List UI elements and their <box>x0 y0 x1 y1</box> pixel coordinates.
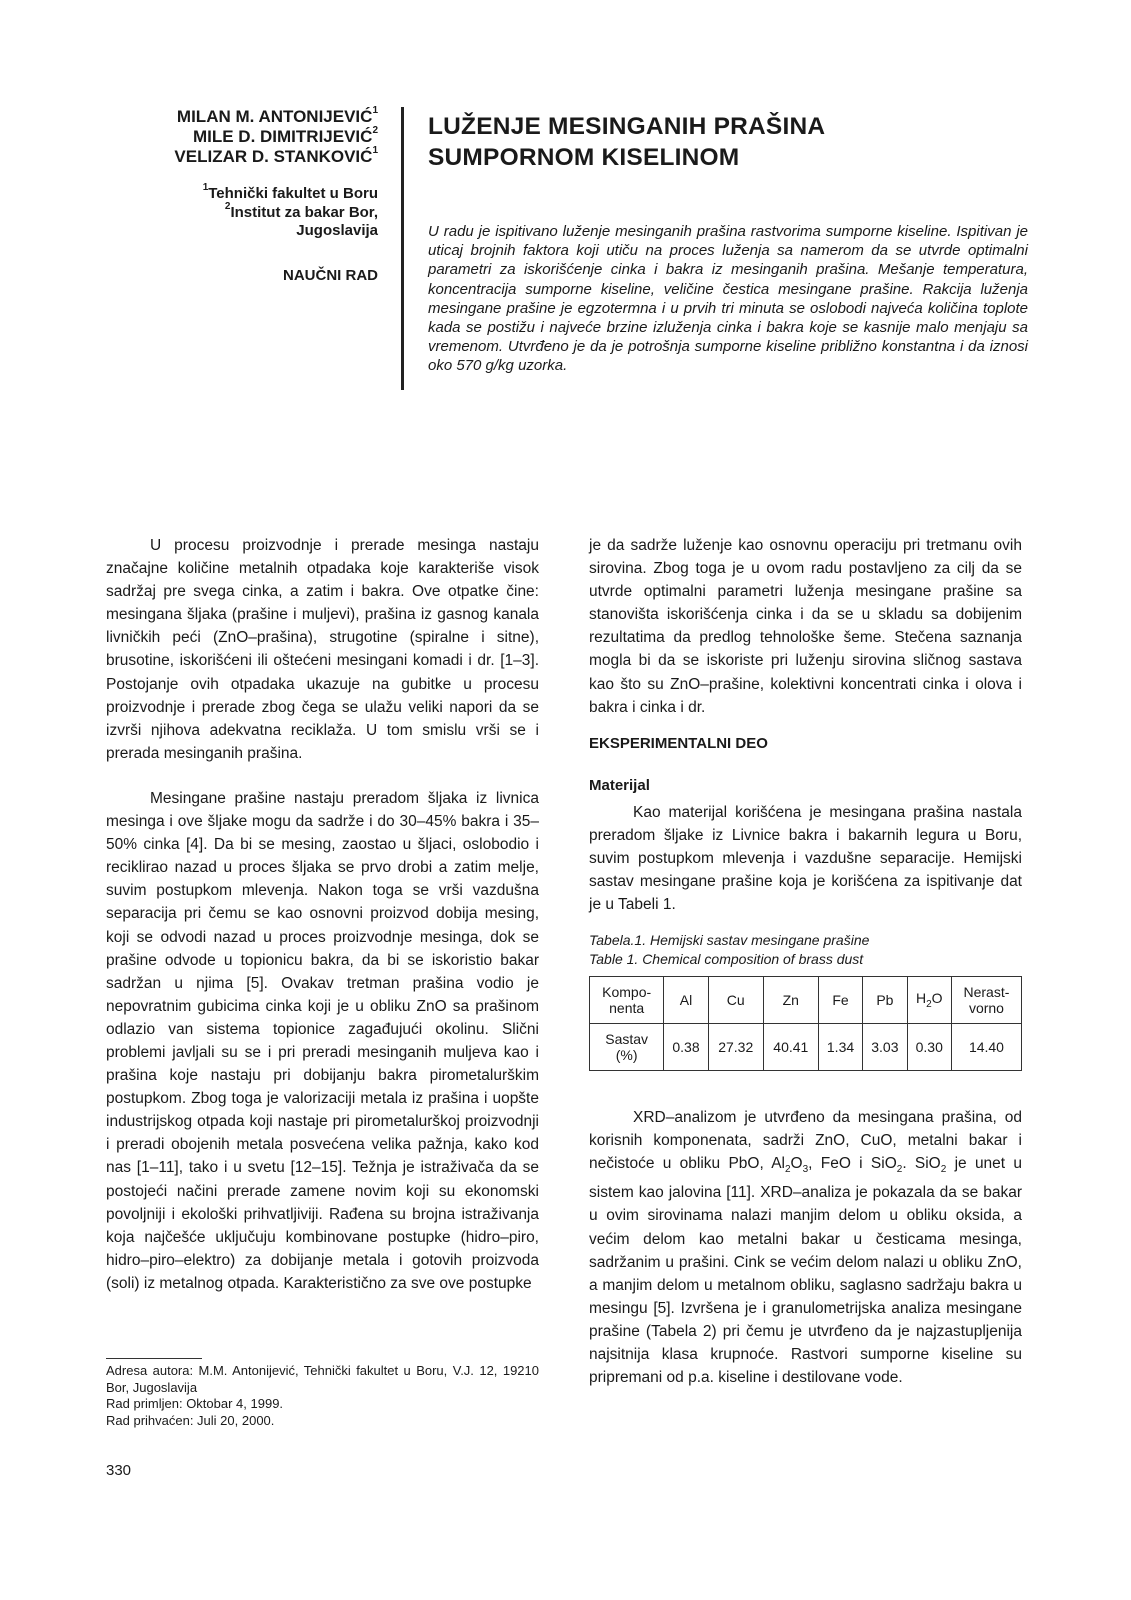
affiliation: $^2$Institut za bakar Bor, <box>224 200 378 221</box>
table-header-cell: Kompo- nenta <box>590 977 664 1024</box>
body-paragraph: XRD–analizom je utvrđeno da mesingana prašina, od korisnih komponenata, sadrži ZnO, CuO, metalni bakar i nečistoće u obliku PbO, $Al_2O_3$, FeO i SiO$_2$. SiO$_2$ je unet u sistem kao jalovina [11]. XRD–analiza je pokazala da se bakar u ovim sirovinama nalazi manjim delom u obliku oksida, a većim delom kao metalni bakar u česticama mesinga, sadržanim u prašini. Cink se većim delom nalazi u obliku ZnO, a manjim delom u metalnom obliku, saglasno sadržaju bakra u mesingu [5]. Izvršena je i granulometrijska analiza mesingane prašine (Tabela 2) pri čemu je utvrđeno da je najzastupljenija najsitnija klasa krupnoće. Rastvori sumporne kiseline su pripremani od p.a. kiseline i destilovane vode. <box>589 1109 1023 1387</box>
left-column <box>106 534 539 1295</box>
table-header-cell: $H_2O$ <box>907 977 951 1024</box>
table-cell: 0.30 <box>907 1024 951 1071</box>
table-header-cell: Nerast- vorno <box>951 977 1021 1024</box>
table-header-cell: Pb <box>863 977 907 1024</box>
table-cell: 14.40 <box>951 1024 1021 1071</box>
received-date: Rad primljen: Oktobar 4, 1999. <box>106 1396 284 1411</box>
footnote-rule <box>106 1358 202 1359</box>
section-heading: EKSPERIMENTALNI DEO <box>589 735 768 752</box>
author-name: MILAN M. ANTONIJEVIĆ$^1$ <box>176 105 378 126</box>
table-cell: 0.38 <box>664 1024 708 1071</box>
table-row-label: Sastav (%) <box>590 1024 664 1071</box>
footnote <box>106 1363 539 1429</box>
author-name: MILE D. DIMITRIJEVIĆ$^2$ <box>192 125 378 146</box>
material-text <box>589 801 1022 916</box>
table-caption-en: Table 1. Chemical composition of brass dust <box>589 950 864 967</box>
affiliations <box>100 182 378 241</box>
title-line: SUMPORNOM KISELINOM <box>428 144 740 171</box>
table-header-cell: Cu <box>708 977 763 1024</box>
author-name: VELIZAR D. STANKOVIĆ$^1$ <box>174 145 378 166</box>
accepted-date: Rad prihvaćen: Juli 20, 2000. <box>106 1412 275 1428</box>
table-cell: 1.34 <box>818 1024 862 1071</box>
affiliation: Jugoslavija <box>296 222 378 239</box>
body-paragraph: Kao materijal korišćena je mesingana prašina nastala preradom šljake iz Livnice bakra i bakarnih legura u Boru, suvim postupkom mlevenja i vazdušne separacije. Hemijski sastav mesingane prašine koja je korišćena za ispitivanje dat je u Tabeli 1. <box>589 804 1022 914</box>
xrd-text <box>589 1106 1022 1389</box>
subsection-heading: Materijal <box>589 777 650 794</box>
affiliation: $^1$Tehnički fakultet u Boru <box>202 182 378 202</box>
table-header-cell: Al <box>664 977 708 1024</box>
author-list <box>100 107 378 167</box>
body-paragraph: Mesingane prašine nastaju preradom šljaka iz livnica mesinga i ove šljake mogu da sadrže i do 30–45% bakra i 35–50% cinka [4]. Da bi se mesing, zaostao u šljaci, oslobodio i reciklirao nazad u proces šljaka se prvo drobi a zatim melje, suvim postupkom mlevenja. Nakon toga se vrši vazdušna separacija pri čemu se kao osnovni proizvod dobija mesing, koji se odvodi nazad u proces proizvodnje mesinga, dok se prašine odvode u topionicu bakra, da bi se iskoristio bakar sadržan u njima [5]. Ovakav tretman prašina vodio je nepovratnim gubicima cinka koji je u obliku ZnO sa prašinom odlazio van sistema topionice zagađujući okolinu. Slični problemi javljali su se i pri preradi mesinganih muljeva kao i prašina koje nastaju pri dobijanju bakra pirometalurškim postupkom. Zbog toga je valorizaciji metala iz prašina i uopšte industrijskog otpada koji nastaje pri pirometalurškoj proizvodnji i preradi obojenih metala posvećena velika pažnja, kako kod nas [1–11], tako i u svetu [12–15]. Težnja je istraživača da se postojeći načini prerade zamene novim koji su ekonomski povoljniji i ekološki prihvatljiviji. Rađena su brojna istraživanja koja najčešće uključuju kombinovane postupke (hidro–piro, hidro–piro–elektro) za dobijanje metala i gotovih proizvoda (soli) iz metalnog otpada. Karakteristično za sve ove postupke <box>106 789 539 1292</box>
table-header-cell: Zn <box>763 977 818 1024</box>
composition-table <box>589 976 1022 1071</box>
paper-type: NAUČNI RAD <box>283 267 378 284</box>
paper-title <box>428 111 1028 173</box>
table-header-cell: Fe <box>818 977 862 1024</box>
table-header-row <box>590 977 1022 1024</box>
table-cell: 3.03 <box>863 1024 907 1071</box>
table-cell: 40.41 <box>763 1024 818 1071</box>
header-divider <box>401 107 404 390</box>
abstract: U radu je ispitivano luženje mesinganih prašina rastvorima sumporne kiseline. Ispitivan je uticaj brojnih faktora koji utiču na proces luženja sa namerom da se utvrde optimalni parametri za iskorišćenje cinka i bakra iz mesinganih prašina. Mešanje temperatura, koncentracija sumporne kiseline, veličine čestica mesingane prašine. Rakcija luženja mesingane prašine je egzotermna i u prvih tri minuta se oslobodi najveća količina toplote kada se postižu i najveće brzine izluženja cinka i bakra koje se kasnije malo menjaju sa vremenom. Utvrđeno je da je potrošnja sumporne kiseline približno konstantna i da iznosi oko 570 g/kg uzorka. <box>428 223 1028 375</box>
table-cell: 27.32 <box>708 1024 763 1071</box>
page-number: 330 <box>106 1462 132 1479</box>
body-paragraph: je da sadrže luženje kao osnovnu operaciju pri tretmanu ovih sirovina. Zbog toga je u ovom radu postavljeno za cilj da se utvrde optimalni parametri luženja mesingane prašine sa stanovišta iskorišćenja cinka i da se u skladu sa dobijenim rezultatima da predlog tehnološke šeme. Stečena saznanja mogla bi da se iskoriste pri luženju sirovina sličnog sastava kao što su ZnO–prašine, kolektivni koncentrati cinka i olova i bakra i cinka i dr. <box>589 537 1022 716</box>
table-caption <box>589 931 869 968</box>
table-row <box>590 1024 1022 1071</box>
body-paragraph: U procesu proizvodnje i prerade mesinga nastaju značajne količine metalnih otpadaka koje karakteriše visok sadržaj pre svega cinka, a zatim i bakra. Ove otpatke čine: mesingana šljaka (prašine i muljevi), prašina iz gasnog kanala livničkih peći (ZnO–prašina), strugotine (spiralne i sitne), brusotine, iskorišćeni ili oštećeni mesingani komadi i dr. [1–3]. Postojanje ovih otpadaka ukazuje na gubitke u procesu proizvodnje i prerade zbog čega se ulažu veliki napori da se izvrši njihova adekvatna reciklaža. U tom smislu vrši se i prerada mesinganih prašina. <box>106 537 539 762</box>
right-column-intro <box>589 534 1022 719</box>
author-address: Adresa autora: M.M. Antonijević, Tehnički fakultet u Boru, V.J. 12, 19210 Bor, Jugoslavija <box>106 1363 539 1395</box>
title-line: LUŽENJE MESINGANIH PRAŠINA <box>428 113 826 140</box>
table-caption-sr: Tabela.1. Hemijski sastav mesingane prašine <box>589 932 870 948</box>
